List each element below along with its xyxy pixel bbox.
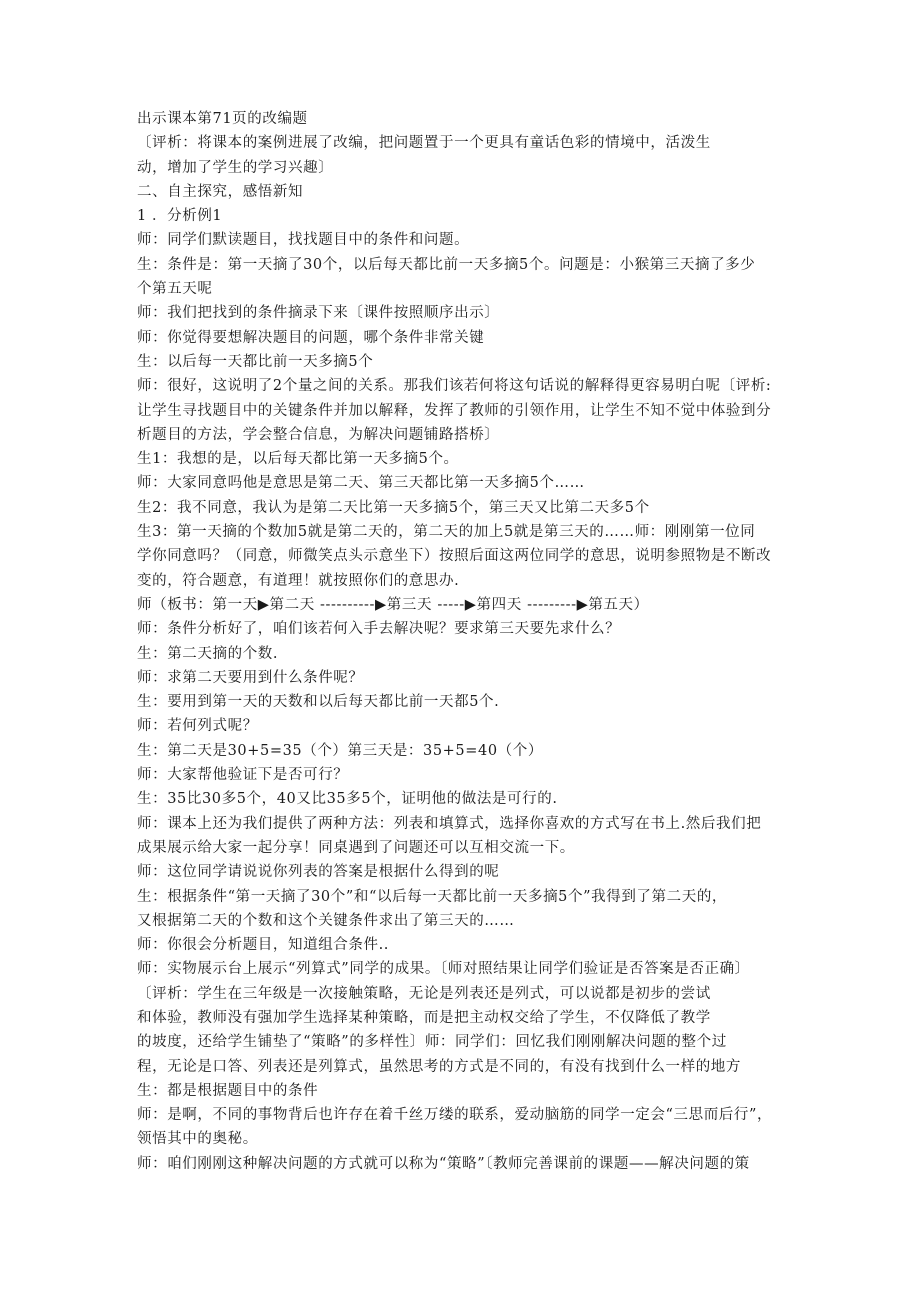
text-line: 师：条件分析好了，咱们该若何入手去解决呢？要求第三天要先求什么？ [137,621,621,638]
text-line: 让学生寻找题目中的关键条件并加以解释，发挥了教师的引领作用，让学生不知不觉中体验到分 [137,402,772,419]
text-line: 生2：我不同意，我认为是第二天比第一天多摘5个，第三天又比第二天多5个 [137,499,650,516]
text-line: 师：课本上还为我们提供了两种方法：列表和填算式，选择你喜欢的方式写在书上.然后我们把 [137,815,762,832]
text-line: 生：根据条件“第一天摘了30个”和“以后每一天都比前一天多摘5个”我得到了第二天的， [137,888,728,905]
text-line: 和体验，教师没有强加学生选择某种策略，而是把主动权交给了学生，不仅降低了教学 [137,1009,711,1026]
text-line: 〔评析：学生在三年级是一次接触策略，无论是列表还是列式，可以说都是初步的尝试 [137,985,711,1002]
text-line: 1 ．分析例1 [137,208,223,225]
text-line: 二、自主探究，感悟新知 [137,183,304,200]
text-line: 生：第二天摘的个数. [137,645,279,662]
document-body [137,107,790,1176]
text-line: 的坡度，还给学生铺垫了“策略”的多样性〕师：同学们：回忆我们刚刚解决问题的整个过 [137,1034,727,1051]
text-line: 变的，符合题意，有道理！就按照你们的意思办. [137,572,460,589]
text-line: 师：大家同意吗他是意思是第二天、第三天都比第一天多摘5个…… [137,475,585,492]
text-line: 生：条件是：第一天摘了30个，以后每天都比前一天多摘5个。问题是：小猴第三天摘了多少 [137,256,756,273]
text-line: 师：很好，这说明了2个量之间的关系。那我们该若何将这句话说的解释得更容易明白呢〔评析: [137,378,772,395]
text-line: 师：我们把找到的条件摘录下来〔课件按照顺序出示〕 [137,305,500,322]
text-line: 成果展示给大家一起分享！同桌遇到了问题还可以互相交流一下。 [137,839,575,856]
text-line: 〔评析：将课本的案例进展了改编，把问题置于一个更具有童话色彩的情境中，活泼生 [137,135,711,152]
text-line: 生：35比30多5个，40又比35多5个，证明他的做法是可行的. [137,791,558,808]
text-line: 师：求第二天要用到什么条件呢？ [137,669,364,686]
text-line: 师（板书：第一天▶第二天 ----------▶第三天 -----▶第四天 ---------▶第五天） [137,596,649,613]
text-line: 生：以后每一天都比前一天多摘5个 [137,353,374,370]
text-line: 学你同意吗？（同意，师微笑点头示意坐下）按照后面这两位同学的意思，说明参照物是不断改 [137,548,772,565]
text-line: 生：第二天是30+5=35（个）第三天是：35+5=40（个） [137,742,543,759]
text-line: 师：实物展示台上展示“列算式”同学的成果。〔师对照结果让同学们验证是否答案是否正确〕 [137,961,750,978]
text-line: 师：你很会分析题目，知道组合条件.. [137,937,390,954]
text-line: 师：若何列式呢？ [137,718,258,735]
text-line: 师：这位同学请说说你列表的答案是根据什么得到的呢 [137,864,500,881]
text-line: 出示课本第71页的改编题 [137,111,308,127]
text-line: 师：同学们默读题目，找找题目中的条件和问题。 [137,232,470,249]
text-line: 动，增加了学生的学习兴趣〕 [137,159,334,176]
text-line: 个第五天呢 [137,281,213,298]
text-line: 又根据第二天的个数和这个关键条件求出了第三天的…… [137,912,515,929]
text-line: 师：你觉得要想解决题目的问题，哪个条件非常关键 [137,329,485,346]
text-line: 程，无论是口答、列表还是列算式，虽然思考的方式是不同的，有没有找到什么一样的地方 [137,1058,741,1075]
text-line: 师：大家帮他验证下是否可行？ [137,767,349,784]
text-line: 师：咱们刚刚这种解决问题的方式就可以称为“策略”〔教师完善课前的课题——解决问题的策 [137,1155,750,1172]
text-line: 师：是啊，不同的事物背后也许存在着千丝万缕的联系，爱动脑筋的同学一定会“三思而后行”， [137,1107,773,1124]
text-line: 生3：第一天摘的个数加5就是第二天的，第二天的加上5就是第三天的……师：刚刚第一位同 [137,524,756,541]
text-line: 生：都是根据题目中的条件 [137,1082,319,1099]
text-line: 析题目的方法，学会整合信息，为解决问题铺路搭桥〕 [137,426,500,443]
text-line: 生1：我想的是，以后每天都比第一天多摘5个。 [137,451,459,468]
text-line: 领悟其中的奥秘。 [137,1131,258,1148]
text-line: 生：要用到第一天的天数和以后每天都比前一天都5个. [137,694,500,711]
